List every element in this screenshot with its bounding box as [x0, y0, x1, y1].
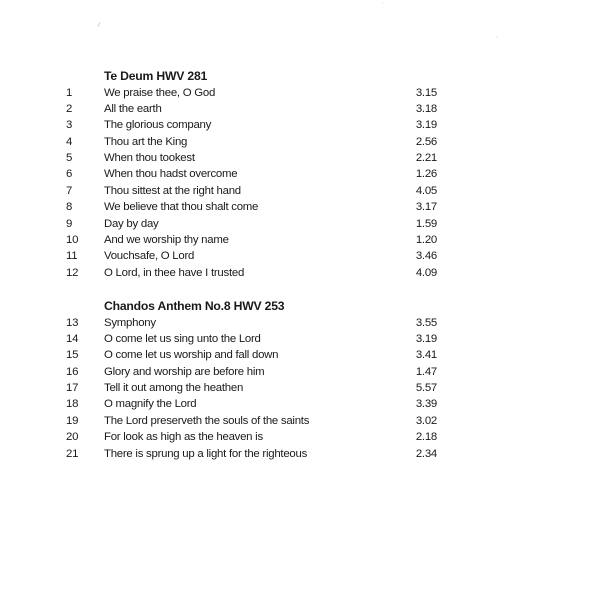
track-list — [0, 315, 600, 463]
track-title: O Lord, in thee have I trusted — [104, 266, 245, 279]
track-row — [0, 331, 600, 347]
track-list — [0, 85, 600, 282]
track-number: 6 — [66, 168, 73, 181]
track-row — [0, 183, 600, 199]
track-number: 16 — [66, 365, 79, 378]
track-duration: 2.56 — [415, 135, 437, 148]
track-number: 5 — [66, 152, 73, 165]
track-number: 10 — [66, 234, 79, 247]
track-number: 15 — [66, 349, 79, 362]
track-title: Vouchsafe, O Lord — [104, 250, 195, 263]
track-duration: 1.20 — [415, 234, 437, 247]
track-number: 9 — [66, 217, 73, 230]
track-number: 11 — [66, 250, 78, 263]
track-row — [0, 85, 600, 101]
track-number: 7 — [66, 184, 73, 197]
track-row — [0, 199, 600, 215]
track-row — [0, 232, 600, 248]
track-duration: 3.46 — [415, 250, 437, 263]
track-row — [0, 150, 600, 166]
track-duration: 3.41 — [415, 349, 437, 362]
track-title: Day by day — [104, 217, 159, 230]
track-title: Thou sittest at the right hand — [104, 184, 241, 197]
track-number: 3 — [66, 119, 73, 132]
track-duration: 3.15 — [415, 86, 437, 99]
track-duration: 3.39 — [415, 398, 437, 411]
track-number: 12 — [66, 266, 79, 279]
track-number: 19 — [66, 414, 79, 427]
track-row — [0, 380, 600, 396]
track-duration: 2.18 — [415, 431, 437, 444]
track-duration: 3.19 — [415, 119, 437, 132]
track-title: Glory and worship are before him — [104, 365, 265, 378]
track-number: 2 — [66, 102, 73, 115]
track-title: Thou art the King — [104, 135, 188, 148]
track-number: 17 — [66, 382, 79, 395]
paper-speck — [383, 3, 384, 4]
track-number: 20 — [66, 431, 79, 444]
track-row — [0, 446, 600, 462]
track-number: 1 — [66, 86, 73, 99]
track-row — [0, 396, 600, 412]
work-heading: Chandos Anthem No.8 HWV 253 — [104, 299, 285, 313]
track-title: There is sprung up a light for the righteous — [104, 447, 308, 460]
track-row — [0, 364, 600, 380]
track-title: Symphony — [104, 316, 156, 329]
paper-speck — [98, 22, 100, 27]
track-title: Tell it out among the heathen — [104, 382, 244, 395]
track-number: 4 — [66, 135, 73, 148]
track-row — [0, 134, 600, 150]
track-number: 8 — [66, 201, 73, 214]
track-title: The Lord preserveth the souls of the saints — [104, 414, 310, 427]
track-number: 14 — [66, 332, 79, 345]
track-row — [0, 101, 600, 117]
track-number: 18 — [66, 398, 79, 411]
track-title: When thou hadst overcome — [104, 168, 238, 181]
track-duration: 3.55 — [415, 316, 437, 329]
track-duration: 5.57 — [415, 382, 437, 395]
track-title: O come let us sing unto the Lord — [104, 332, 261, 345]
track-title: We praise thee, O God — [104, 86, 216, 99]
track-duration: 3.18 — [415, 102, 437, 115]
track-duration: 3.17 — [415, 201, 437, 214]
track-title: The glorious company — [104, 119, 212, 132]
paper-speck — [496, 36, 497, 37]
track-title: We believe that thou shalt come — [104, 201, 259, 214]
track-duration: 3.19 — [415, 332, 437, 345]
track-title: O come let us worship and fall down — [104, 349, 279, 362]
track-row — [0, 166, 600, 182]
track-duration: 1.26 — [415, 168, 437, 181]
track-number: 21 — [66, 447, 79, 460]
track-row — [0, 117, 600, 133]
track-number: 13 — [66, 316, 79, 329]
track-title: All the earth — [104, 102, 162, 115]
track-duration: 4.05 — [415, 184, 437, 197]
work-heading: Te Deum HWV 281 — [104, 69, 208, 83]
track-duration: 2.21 — [415, 152, 437, 165]
track-row — [0, 315, 600, 331]
track-duration: 2.34 — [415, 447, 437, 460]
track-row — [0, 429, 600, 445]
track-duration: 4.09 — [415, 266, 437, 279]
track-title: O magnify the Lord — [104, 398, 197, 411]
track-row — [0, 216, 600, 232]
track-title: When thou tookest — [104, 152, 195, 165]
track-row — [0, 248, 600, 264]
track-title: And we worship thy name — [104, 234, 229, 247]
track-row — [0, 413, 600, 429]
track-duration: 1.47 — [415, 365, 437, 378]
track-title: For look as high as the heaven is — [104, 431, 263, 444]
track-duration: 3.02 — [415, 414, 437, 427]
track-row — [0, 347, 600, 363]
track-duration: 1.59 — [415, 217, 437, 230]
track-row — [0, 265, 600, 281]
